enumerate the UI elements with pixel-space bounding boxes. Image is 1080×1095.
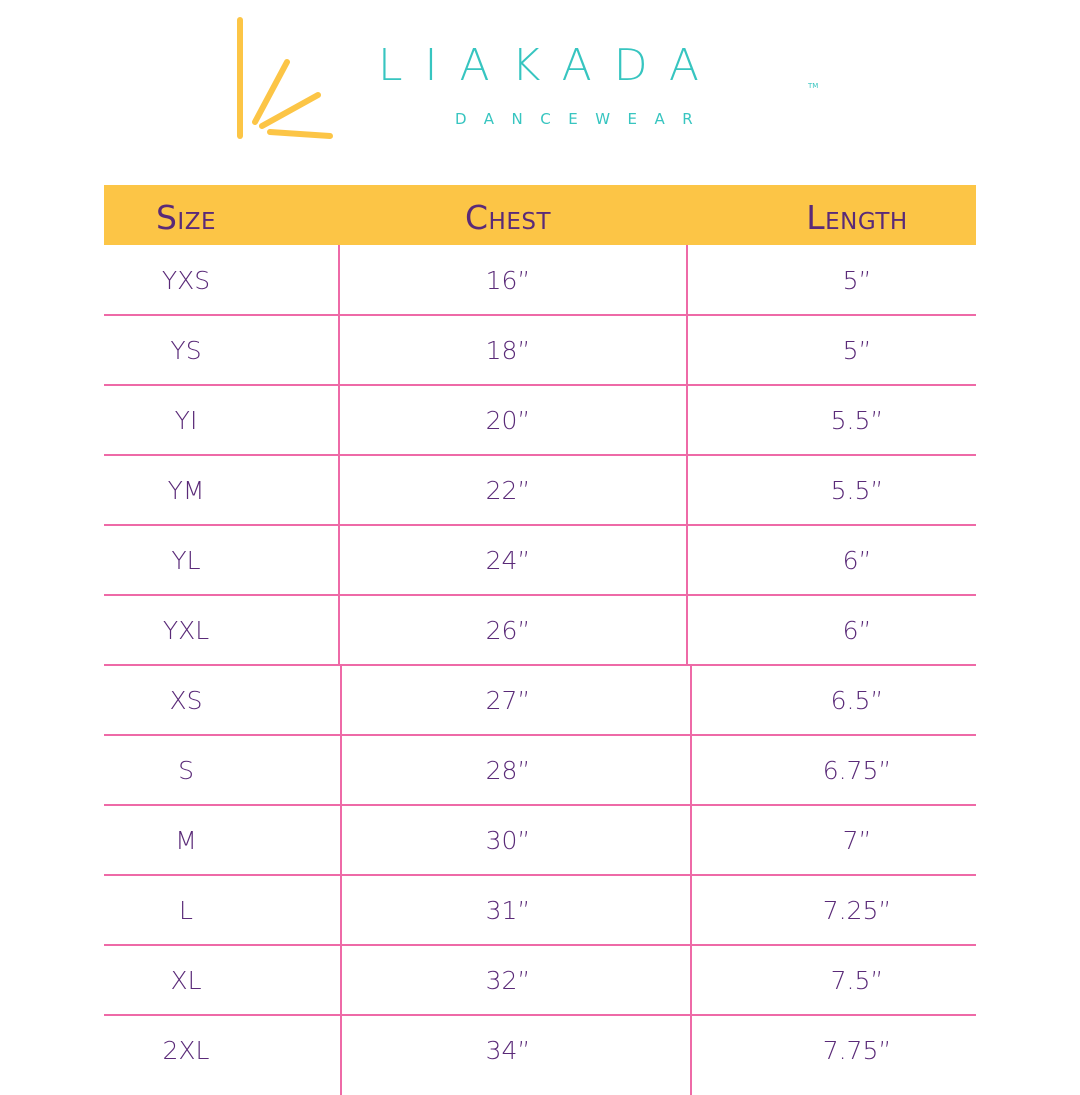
cell-chest: 20”	[485, 406, 531, 435]
cell-size: S	[178, 756, 194, 785]
cell-length: 7.5”	[830, 966, 884, 995]
brand-name: LIAKADA	[378, 40, 721, 91]
table-row	[104, 735, 976, 805]
header-chest: Chest	[464, 198, 552, 237]
cell-size: XS	[169, 686, 203, 715]
cell-size: M	[175, 826, 197, 855]
table-row	[104, 665, 976, 735]
cell-chest: 22”	[485, 476, 531, 505]
cell-chest: 26”	[485, 616, 531, 645]
table-row	[104, 525, 976, 595]
cell-length: 6.5”	[830, 686, 884, 715]
cell-chest: 27”	[485, 686, 531, 715]
table-row	[104, 1015, 976, 1085]
cell-chest: 32”	[485, 966, 531, 995]
cell-length: 7.25”	[822, 896, 892, 925]
cell-length: 5.5”	[830, 476, 884, 505]
table-row	[104, 805, 976, 875]
cell-length: 6.75”	[822, 756, 892, 785]
header-size: Size	[155, 198, 217, 237]
cell-length: 7”	[842, 826, 872, 855]
cell-chest: 28”	[485, 756, 531, 785]
column-divider	[340, 665, 342, 1095]
brand-tagline: DANCEWEAR	[455, 110, 711, 128]
cell-length: 5.5”	[830, 406, 884, 435]
table-row	[104, 595, 976, 665]
cell-size: YXL	[162, 616, 210, 645]
cell-length: 5”	[842, 336, 872, 365]
cell-size: YXS	[161, 266, 211, 295]
cell-chest: 31”	[485, 896, 531, 925]
table-row	[104, 315, 976, 385]
cell-length: 6”	[842, 546, 872, 575]
table-header-row	[104, 185, 976, 245]
column-divider	[338, 245, 340, 665]
header-length: Length	[806, 198, 908, 237]
cell-length: 7.75”	[822, 1036, 892, 1065]
brand-logo	[0, 0, 1080, 160]
cell-size: XL	[170, 966, 202, 995]
table-row	[104, 385, 976, 455]
column-divider	[690, 665, 692, 1095]
cell-chest: 18”	[485, 336, 531, 365]
cell-size: YM	[167, 476, 205, 505]
cell-size: YS	[170, 336, 202, 365]
cell-size: YL	[171, 546, 201, 575]
table-row	[104, 945, 976, 1015]
cell-chest: 16”	[485, 266, 531, 295]
table-row	[104, 455, 976, 525]
cell-length: 5”	[842, 266, 872, 295]
sunburst-logo-icon	[225, 10, 345, 150]
cell-chest: 30”	[485, 826, 531, 855]
cell-chest: 24”	[485, 546, 531, 575]
cell-chest: 34”	[485, 1036, 531, 1065]
cell-size: YI	[174, 406, 198, 435]
trademark-mark: TM	[808, 82, 819, 90]
table-row	[104, 245, 976, 315]
cell-size: L	[179, 896, 193, 925]
column-divider	[686, 245, 688, 665]
cell-size: 2XL	[162, 1036, 210, 1065]
size-chart-table	[104, 185, 976, 1065]
table-row	[104, 875, 976, 945]
cell-length: 6”	[842, 616, 872, 645]
